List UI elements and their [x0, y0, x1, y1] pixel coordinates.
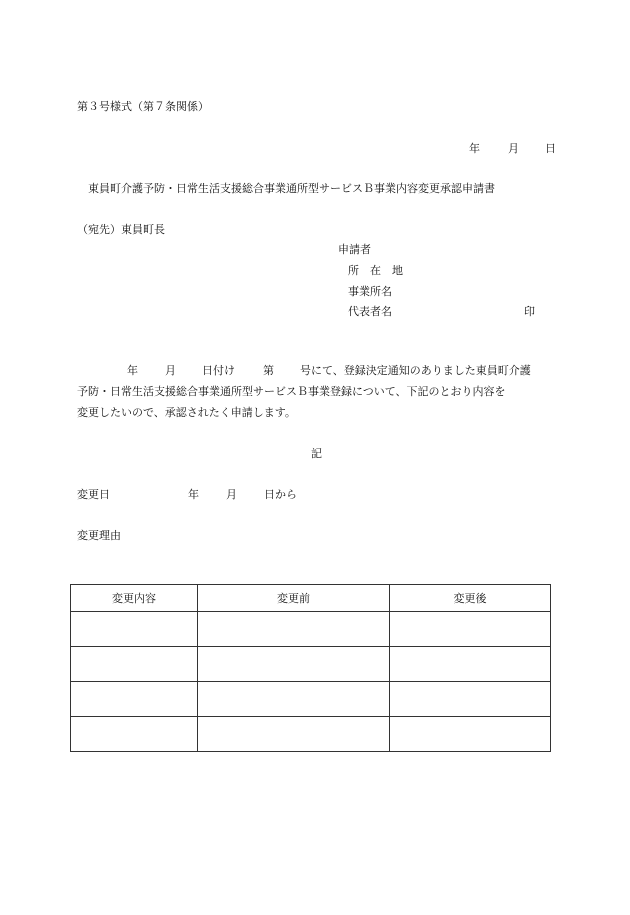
- representative-label: 代表者名: [348, 305, 392, 318]
- change-date-year: 年: [188, 488, 199, 501]
- change-table: [70, 584, 551, 752]
- table-cell[interactable]: [71, 682, 198, 717]
- table-cell[interactable]: [198, 717, 390, 752]
- table-cell[interactable]: [390, 717, 551, 752]
- table-cell[interactable]: [198, 647, 390, 682]
- table-row: [71, 647, 551, 682]
- date-year-label: 年: [469, 142, 480, 155]
- document-title: 東員町介護予防・日常生活支援総合事業通所型サービスＢ事業内容変更承認申請書: [88, 182, 495, 195]
- table-cell[interactable]: [198, 682, 390, 717]
- ki-heading: 記: [311, 447, 322, 460]
- header-after-change: 変更後: [390, 585, 551, 612]
- table-cell[interactable]: [390, 682, 551, 717]
- table-cell[interactable]: [198, 612, 390, 647]
- applicant-heading: 申請者: [338, 243, 371, 256]
- body-number-prefix: 第: [263, 364, 274, 377]
- table-cell[interactable]: [71, 647, 198, 682]
- date-month-label: 月: [508, 142, 519, 155]
- table-cell[interactable]: [390, 647, 551, 682]
- table-cell[interactable]: [71, 612, 198, 647]
- body-month: 月: [165, 364, 176, 377]
- body-year: 年: [127, 364, 138, 377]
- change-reason-label: 変更理由: [77, 529, 121, 542]
- date-day-label: 日: [545, 142, 556, 155]
- table-row: [71, 717, 551, 752]
- body-line-3: 変更したいので、承認されたく申請します。: [77, 406, 296, 419]
- table-row: [71, 682, 551, 717]
- table-cell[interactable]: [390, 612, 551, 647]
- change-date-month: 月: [226, 488, 237, 501]
- table-row: [71, 612, 551, 647]
- change-date-day-from: 日から: [264, 488, 297, 501]
- addressee: （宛先）東員町長: [77, 223, 165, 236]
- header-change-content: 変更内容: [71, 585, 198, 612]
- address-label: 所 在 地: [348, 264, 403, 277]
- seal-mark: 印: [524, 305, 535, 318]
- header-before-change: 変更前: [198, 585, 390, 612]
- body-line-1-text: 号にて、登録決定通知のありました東員町介護: [300, 364, 531, 377]
- body-line-2: 予防・日常生活支援総合事業通所型サービスＢ事業登録について、下記のとおり内容を: [77, 385, 506, 398]
- office-name-label: 事業所名: [348, 285, 392, 298]
- change-date-label: 変更日: [77, 488, 110, 501]
- table-header-row: [71, 585, 551, 612]
- form-number: 第３号様式（第７条関係）: [77, 100, 209, 113]
- table-cell[interactable]: [71, 717, 198, 752]
- body-dated: 日付け: [202, 364, 235, 377]
